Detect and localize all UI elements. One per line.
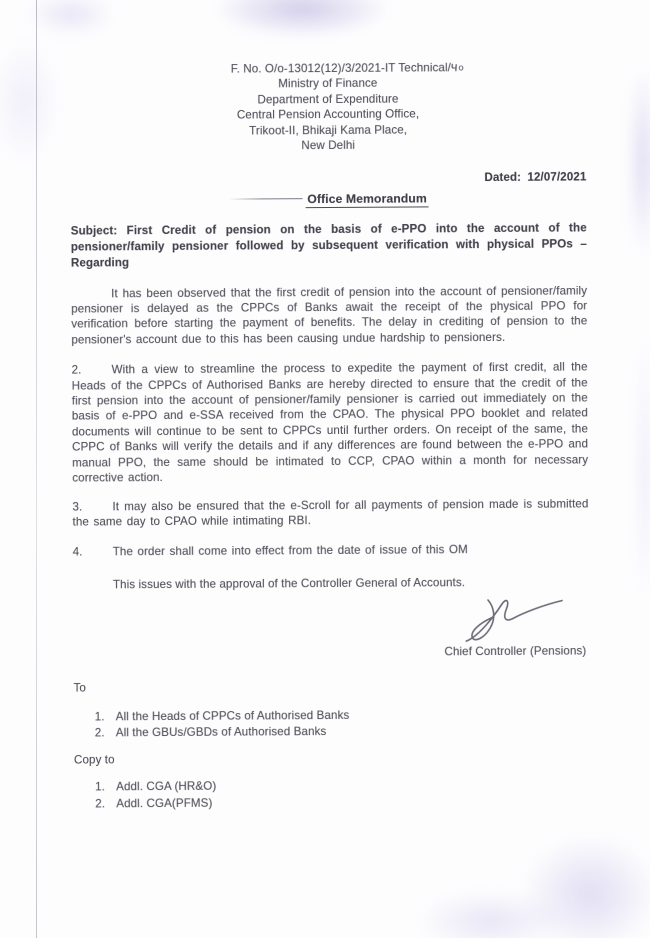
paragraph-intro: It has been observed that the first credit of pension into the account of pensioner/family pensioner is delayed as the CPPCs of Banks await the receipt of the physical PPO for verification before starting the payment of benefits. The delay in crediting of pension to the pensioner's account due to this has been causing undue hardship to pensioners. — [71, 284, 588, 347]
letterhead — [70, 58, 587, 155]
memo-title: Office Memorandum — [305, 191, 429, 208]
signatory-title: Chief Controller (Pensions) — [444, 644, 587, 659]
paragraph-number: 2. — [71, 363, 82, 377]
paragraph-text: It may also be ensured that the e-Scroll for all payments of pension made is submitted the same day to CPAO while intimating RBI. — [72, 496, 589, 529]
paragraph-text: With a view to streamline the process to expedite the payment of first credit, all the Heads of the CPPCs of Authorised Banks are hereby directed to ensure that the credit of the first pension into the account of pensioner/family pensioner is carried out immediately on the basis of e-PPO and e-SSA received from the CPAO. The physical PPO booklet and related documents will continue to be sent to CPPCs until further orders. On receipt of the same, the CPPC of Banks will verify the details and if any differences are found between the e-PPO and manual PPO, the same should be intimated to CCP, CPAO within a month for necessary corrective action. — [71, 360, 589, 485]
scan-smudge — [0, 36, 60, 166]
paragraph-number: 4. — [72, 545, 83, 559]
copy-to-label: Copy to — [73, 753, 115, 767]
paragraph-3 — [72, 496, 588, 530]
list-item-text: All the Heads of CPPCs of Authorised Banks — [115, 708, 350, 724]
scan-smudge — [628, 66, 650, 256]
org-line-department: Department of Expenditure — [257, 92, 399, 107]
paragraph-4 — [73, 542, 589, 561]
scan-fold-line — [36, 0, 37, 938]
scan-smudge — [415, 890, 565, 938]
list-item — [95, 793, 590, 813]
signature-block — [73, 594, 589, 647]
memo-content — [70, 58, 591, 812]
to-list — [95, 706, 590, 742]
handwritten-file-number: чo — [450, 58, 466, 75]
paragraph-2 — [72, 360, 589, 486]
title-dash-rule — [228, 198, 302, 200]
org-line-office: Central Pension Accounting Office, — [236, 107, 420, 122]
signature-scribble — [461, 594, 565, 645]
list-item — [95, 723, 590, 743]
paragraph-number: 3. — [72, 500, 83, 514]
list-item-number: 2. — [95, 797, 106, 811]
list-item-number: 1. — [95, 780, 106, 794]
paragraph-text: The order shall come into effect from the date of issue of this OM — [112, 543, 468, 559]
list-item-text: Addl. CGA(PFMS) — [116, 796, 213, 811]
org-line-ministry: Ministry of Finance — [278, 77, 378, 91]
org-line-address: Trikoot-II, Bhikaji Kama Place, — [249, 123, 408, 138]
approval-line: This issues with the approval of the Controller General of Accounts. — [112, 575, 466, 592]
list-item-text: All the GBUs/GBDs of Authorised Banks — [115, 725, 327, 740]
list-item-text: Addl. CGA (HR&O) — [116, 780, 217, 794]
scan-smudge — [636, 330, 650, 610]
list-item-number: 2. — [94, 726, 105, 740]
file-number: F. No. O/o-13012(12)/3/2021-IT Technical/ — [230, 61, 451, 76]
date-line: Dated: 12/07/2021 — [484, 170, 587, 185]
list-item-number: 1. — [94, 710, 105, 724]
title-row — [71, 190, 587, 209]
scan-smudge — [26, 0, 116, 36]
scan-smudge — [212, 0, 392, 38]
scan-smudge — [520, 834, 650, 938]
to-label: To — [73, 681, 87, 695]
org-line-city: New Delhi — [301, 138, 356, 153]
file-number-line — [90, 58, 606, 78]
subject-line: Subject: First Credit of pension on the basis of e-PPO into the account of the pensioner/family pensioner followed by subsequent verification with physical PPOs – Regarding — [70, 221, 587, 270]
copy-to-list — [95, 777, 590, 813]
